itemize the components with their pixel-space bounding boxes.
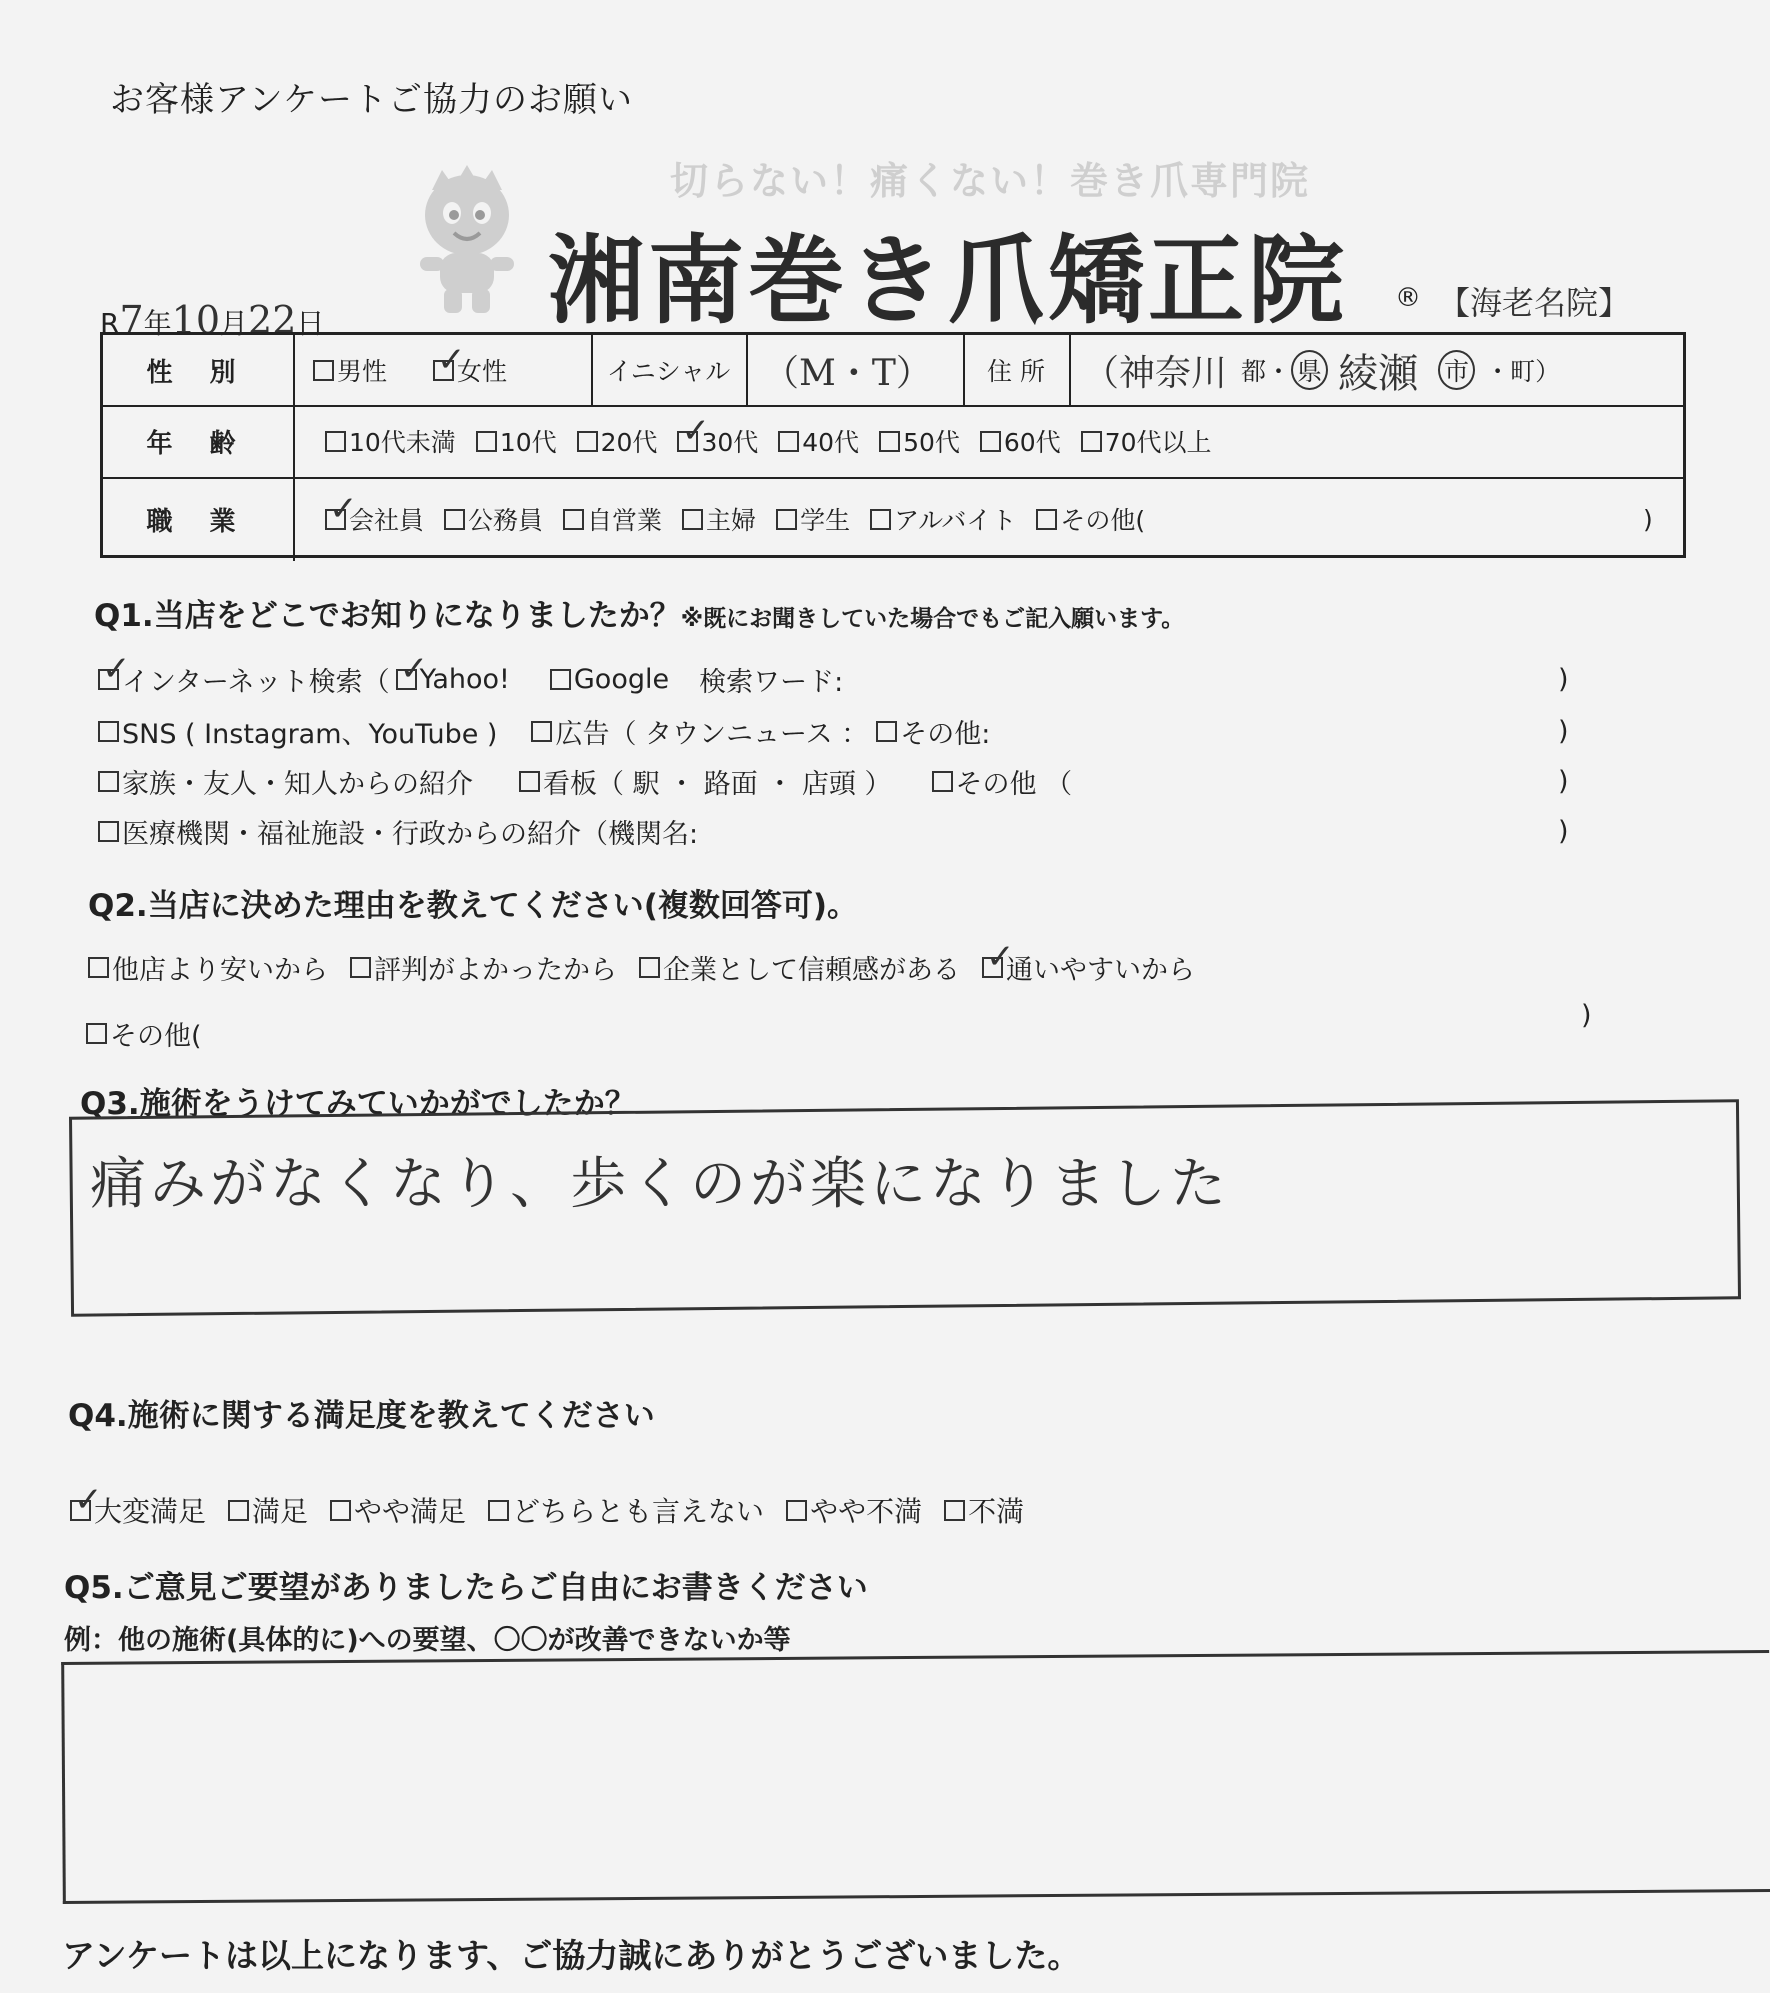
checkbox-icon[interactable] bbox=[550, 669, 571, 690]
checkbox-icon[interactable] bbox=[778, 431, 799, 452]
option-label: 満足 bbox=[252, 1495, 309, 1528]
age-option[interactable] bbox=[1081, 423, 1212, 459]
q3-title: Q3.施術をうけてみていかがでしたか？ bbox=[80, 1086, 636, 1122]
checkbox-icon[interactable] bbox=[98, 771, 119, 792]
option-label: 主婦 bbox=[706, 506, 757, 535]
job-label: 職 業 bbox=[103, 477, 295, 561]
checkbox-icon[interactable] bbox=[944, 1500, 965, 1521]
option-label: Google bbox=[573, 664, 670, 695]
option-label: 男性 bbox=[337, 357, 388, 386]
age-option[interactable] bbox=[879, 423, 960, 459]
branch-name: 【海老名院】 bbox=[1438, 284, 1631, 322]
q1-option-ad[interactable] bbox=[531, 712, 868, 751]
option-label: インターネット検索（ bbox=[122, 667, 390, 698]
age-option[interactable] bbox=[778, 423, 859, 459]
date-day-label: 日 bbox=[296, 307, 325, 340]
checkbox-icon[interactable] bbox=[98, 721, 119, 742]
checkbox-icon[interactable] bbox=[932, 771, 953, 792]
q4-option[interactable] bbox=[488, 1490, 764, 1530]
closing-message: アンケートは以上になります、ご協力誠にありがとうございました。 bbox=[62, 1936, 1081, 1975]
checked-checkbox-icon[interactable] bbox=[982, 957, 1003, 978]
registered-mark: ® bbox=[1395, 283, 1421, 313]
checkbox-icon[interactable] bbox=[1081, 431, 1102, 452]
option-label: 50代 bbox=[903, 428, 960, 457]
date-month[interactable]: 10 bbox=[171, 298, 221, 342]
option-label: どちらとも言えない bbox=[512, 1495, 765, 1528]
q2-option[interactable] bbox=[350, 948, 617, 987]
option-label: 10代 bbox=[499, 428, 557, 457]
date-era: R bbox=[100, 307, 120, 340]
checkbox-icon[interactable] bbox=[519, 771, 540, 792]
option-label: その他 （ bbox=[955, 769, 1073, 800]
gender-row bbox=[103, 335, 1683, 407]
date-year-label: 年 bbox=[143, 307, 172, 340]
q2-line-other bbox=[86, 1000, 1606, 1053]
age-row bbox=[103, 405, 1683, 479]
option-label: その他( bbox=[1060, 506, 1146, 535]
job-option[interactable] bbox=[870, 501, 1016, 537]
job-options bbox=[325, 477, 1165, 561]
job-option-other[interactable] bbox=[1036, 501, 1145, 537]
q2-option[interactable] bbox=[982, 948, 1195, 987]
q1-line-family bbox=[98, 762, 1598, 801]
address-shi-circled: 市 bbox=[1438, 350, 1475, 390]
q5-title: Q5.ご意見ご要望がありましたらご自由にお書きください bbox=[64, 1570, 868, 1606]
q1-line-sns bbox=[98, 712, 1598, 751]
option-label: Yahoo! bbox=[419, 664, 510, 695]
option-label: 医療機関・福祉施設・行政からの紹介（機関名: bbox=[122, 819, 699, 850]
checkbox-icon[interactable] bbox=[786, 1500, 807, 1521]
option-label: 公務員 bbox=[468, 506, 544, 535]
q1-option-sign-other[interactable] bbox=[932, 762, 1073, 801]
q1-option-sns[interactable] bbox=[98, 712, 497, 751]
q1-search-word-label: 検索ワード: bbox=[699, 667, 844, 698]
q1-option-internet[interactable] bbox=[98, 660, 390, 699]
q4-title: Q4.施術に関する満足度を教えてください bbox=[68, 1398, 655, 1434]
address-label: 住 所 bbox=[987, 357, 1045, 386]
checkbox-icon[interactable] bbox=[563, 509, 584, 530]
checkbox-icon[interactable] bbox=[682, 509, 703, 530]
age-option[interactable] bbox=[980, 423, 1061, 459]
age-option[interactable] bbox=[677, 423, 758, 459]
address-prefecture: （神奈川 bbox=[1083, 352, 1228, 394]
option-label: 70代以上 bbox=[1104, 428, 1212, 457]
q1-option-family[interactable] bbox=[98, 762, 473, 801]
checkbox-icon[interactable] bbox=[1036, 509, 1057, 530]
clinic-name: 湘南巻き爪矯正院 bbox=[548, 225, 1348, 337]
option-label: 40代 bbox=[802, 428, 860, 457]
option-label: 不満 bbox=[968, 1495, 1025, 1528]
checkbox-icon[interactable] bbox=[86, 1023, 107, 1044]
option-label: 企業として信頼感がある bbox=[663, 955, 960, 986]
checkbox-icon[interactable] bbox=[870, 509, 891, 530]
checked-checkbox-icon[interactable] bbox=[433, 360, 454, 381]
option-label: 看板（ 駅 ・ 路面 ・ 店頭 ） bbox=[543, 769, 892, 800]
checkbox-icon[interactable] bbox=[980, 431, 1001, 452]
job-option[interactable] bbox=[325, 501, 424, 537]
checkbox-icon[interactable] bbox=[531, 721, 552, 742]
gender-option-male[interactable] bbox=[313, 352, 387, 388]
option-label: 大変満足 bbox=[94, 1495, 207, 1528]
option-label: 学生 bbox=[800, 506, 851, 535]
option-label: 他店より安いから bbox=[112, 955, 328, 986]
close-paren: ) bbox=[1558, 664, 1569, 695]
option-label: アルバイト bbox=[894, 506, 1017, 535]
q3-handwritten-answer[interactable]: 痛みがなくなり、歩くのが楽になりました bbox=[90, 1152, 1230, 1217]
checkbox-icon[interactable] bbox=[879, 431, 900, 452]
checkbox-icon[interactable] bbox=[444, 509, 465, 530]
job-row bbox=[103, 477, 1683, 561]
date-year[interactable]: 7 bbox=[119, 298, 144, 342]
initial-value[interactable]: （M・T） bbox=[763, 352, 932, 394]
q1-line-internet bbox=[98, 660, 1598, 699]
q4-option[interactable] bbox=[330, 1490, 466, 1530]
checkbox-icon[interactable] bbox=[350, 957, 371, 978]
option-label: 家族・友人・知人からの紹介 bbox=[122, 769, 473, 800]
checkbox-icon[interactable] bbox=[488, 1500, 509, 1521]
q4-options bbox=[70, 1490, 1046, 1530]
option-label: 10代未満 bbox=[349, 428, 456, 457]
close-paren: ) bbox=[1581, 1000, 1592, 1031]
address-value[interactable] bbox=[1083, 335, 1560, 405]
checkbox-icon[interactable] bbox=[639, 957, 660, 978]
q1-option-sign[interactable] bbox=[519, 762, 892, 801]
job-other-close-paren: ) bbox=[1643, 504, 1653, 534]
q4-option[interactable] bbox=[944, 1490, 1024, 1530]
checkbox-icon[interactable] bbox=[228, 1500, 249, 1521]
option-label: 20代 bbox=[600, 428, 658, 457]
q1-option-google[interactable] bbox=[550, 664, 669, 695]
option-label: やや不満 bbox=[810, 1495, 923, 1528]
checkbox-icon[interactable] bbox=[577, 431, 598, 452]
checkbox-icon[interactable] bbox=[330, 1500, 351, 1521]
close-paren: ) bbox=[1558, 766, 1569, 797]
checkbox-icon[interactable] bbox=[476, 431, 497, 452]
q4-option[interactable] bbox=[786, 1490, 922, 1530]
gender-label: 性 別 bbox=[103, 335, 295, 405]
q5-answer-box[interactable] bbox=[61, 1650, 1770, 1904]
date-month-label: 月 bbox=[220, 307, 249, 340]
q1-line-medical bbox=[98, 812, 1598, 851]
checked-checkbox-icon[interactable] bbox=[70, 1500, 91, 1521]
checkbox-icon[interactable] bbox=[313, 360, 334, 381]
age-label: 年 齢 bbox=[103, 405, 295, 477]
q1-option-yahoo[interactable] bbox=[396, 664, 510, 695]
job-option[interactable] bbox=[682, 501, 756, 537]
option-label: SNS ( Instagram、YouTube ) bbox=[122, 719, 498, 750]
job-option[interactable] bbox=[444, 501, 543, 537]
address-ken-circled: 県 bbox=[1291, 350, 1328, 390]
checkbox-icon[interactable] bbox=[98, 821, 119, 842]
q1-note: ※既にお聞きしていた場合でもご記入願います。 bbox=[680, 606, 1185, 632]
mascot-logo-icon bbox=[412, 165, 522, 315]
q4-option[interactable] bbox=[228, 1490, 308, 1530]
job-option[interactable] bbox=[776, 501, 850, 537]
close-paren: ) bbox=[1558, 816, 1569, 847]
q4-option[interactable] bbox=[70, 1490, 206, 1530]
clinic-slogan: 切らない！痛くない！巻き爪専門院 bbox=[670, 159, 1311, 203]
age-options bbox=[325, 405, 1232, 477]
checked-checkbox-icon[interactable] bbox=[677, 431, 698, 452]
checkbox-icon[interactable] bbox=[876, 721, 897, 742]
address-to: 都・ bbox=[1241, 357, 1292, 386]
option-label: 評判がよかったから bbox=[374, 955, 617, 986]
date-day[interactable]: 22 bbox=[248, 298, 297, 342]
q2-option[interactable] bbox=[639, 948, 960, 987]
customer-info-table bbox=[100, 332, 1686, 558]
option-label: 広告（ タウンニュース ： bbox=[555, 719, 869, 750]
q2-option[interactable] bbox=[88, 948, 328, 987]
q1-title bbox=[94, 590, 1184, 635]
survey-request-title: お客様アンケートご協力のお願い bbox=[110, 80, 633, 120]
option-label: 60代 bbox=[1003, 428, 1061, 457]
option-label: 通いやすいから bbox=[1006, 955, 1195, 986]
checkbox-icon[interactable] bbox=[88, 957, 109, 978]
age-option[interactable] bbox=[577, 423, 658, 459]
q2-option-other[interactable] bbox=[86, 1014, 202, 1053]
option-label: 30代 bbox=[701, 428, 759, 457]
q2-options bbox=[88, 948, 1217, 987]
q1-option-medical[interactable] bbox=[98, 812, 698, 851]
option-label: その他: bbox=[900, 719, 991, 750]
address-city: 綾瀬 bbox=[1338, 350, 1419, 397]
age-option[interactable] bbox=[476, 423, 557, 459]
checked-checkbox-icon[interactable] bbox=[98, 669, 119, 690]
checkbox-icon[interactable] bbox=[776, 509, 797, 530]
q2-title: Q2.当店に決めた理由を教えてください(複数回答可)。 bbox=[88, 888, 859, 924]
job-option[interactable] bbox=[563, 501, 662, 537]
age-option[interactable] bbox=[325, 423, 456, 459]
gender-option-female[interactable] bbox=[433, 352, 507, 388]
checked-checkbox-icon[interactable] bbox=[396, 669, 417, 690]
gender-options bbox=[313, 335, 527, 405]
option-label: 会社員 bbox=[349, 506, 425, 535]
q1-option-ad-other[interactable] bbox=[876, 712, 990, 751]
checked-checkbox-icon[interactable] bbox=[325, 509, 346, 530]
option-label: 自営業 bbox=[587, 506, 663, 535]
option-label: その他( bbox=[110, 1021, 202, 1052]
option-label: 女性 bbox=[457, 357, 508, 386]
address-machi: ・町） bbox=[1485, 357, 1561, 386]
q5-example: 例：他の施術(具体的に)への要望、〇〇が改善できないか等 bbox=[64, 1625, 791, 1656]
initial-label: イニシャル bbox=[606, 357, 731, 386]
checkbox-icon[interactable] bbox=[325, 431, 346, 452]
option-label: やや満足 bbox=[354, 1495, 467, 1528]
q1-title-text: Q1.当店をどこでお知りになりましたか？ bbox=[94, 598, 681, 634]
close-paren: ) bbox=[1558, 716, 1569, 747]
